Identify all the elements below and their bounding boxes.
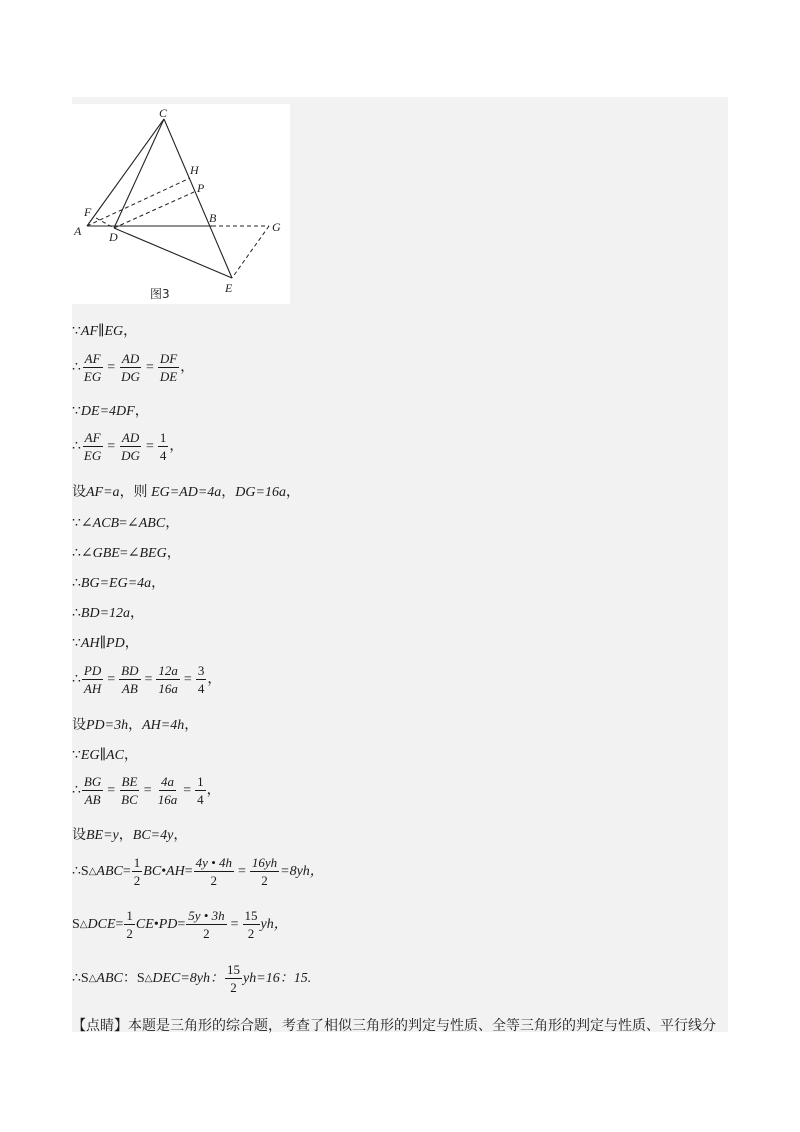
step-6: ∵∠ACB=∠ABC， [72,516,180,531]
triangle-diagram [72,104,290,304]
step-3: ∵DE=4DF， [72,404,149,419]
geometry-figure [72,104,290,304]
step-18-conclusion: ∴S △ ABC ：S △ DEC =8yh： $\frac{15}{2}$ yh=16：15. [72,962,312,995]
step-5: 设AF=a，则 EG=AD=4a，DG=16a， [72,485,300,500]
step-14-ratio: ∴ $\frac{BG}{AB}$ = $\frac{BE}{BC}$ = $\frac{4a}{16a}$ = $\frac{1}{4}$ ， [72,774,221,807]
label-E: E [225,281,233,295]
label-H: H [190,163,199,177]
step-11-ratio: ∴ $\frac{PD}{AH}$ = $\frac{BD}{AB}$ = $\frac{12a}{16a}$ = $\frac{3}{4}$ ， [72,663,222,696]
step-15: 设BE=y，BC=4y， [72,828,188,843]
label-G: G [272,220,281,234]
label-A: A [74,224,82,238]
step-1: ∵AF∥EG， [72,324,138,339]
label-F: F [84,205,92,219]
segment-GE [232,226,269,278]
step-4-ratio: ∴ $\frac{AF}{EG}$ = $\frac{AD}{DG}$ = $\frac{1}{4}$ ， [72,430,184,463]
figure-caption: 图3 [150,287,170,301]
step-12: 设PD=3h，AH=4h， [72,718,199,733]
step-8: ∴BG=EG=4a， [72,576,166,591]
step-13: ∵EG∥AC， [72,748,138,763]
segment-AH [87,178,190,226]
label-D: D [109,230,118,244]
segment-CE [164,119,232,278]
label-P: P [197,181,205,195]
segment-DP [114,192,194,228]
label-B: B [209,211,217,225]
segment-CA [87,119,164,226]
label-C: C [159,106,168,120]
step-17-area-dce: S △ DCE = $\frac{1}{2}$ CE•PD = $\frac{5y • 3h}{2}$ = $\frac{15}{2}$ yh， [72,908,288,941]
step-9: ∴BD=12a， [72,606,145,621]
step-2-ratio: ∴ $\frac{AF}{EG}$ = $\frac{AD}{DG}$ = $\frac{DF}{DE}$ ， [72,351,195,384]
step-16-area-abc: ∴S △ ABC = $\frac{1}{2}$ BC•AH = $\frac{4y • 4h}{2}$ = $\frac{16yh}{2}$ =8yh， [72,855,324,888]
segment-CD [114,119,164,228]
step-7: ∴∠GBE=∠BEG， [72,546,181,561]
step-10: ∵AH∥PD， [72,636,139,651]
key-point-note: 【点睛】本题是三角形的综合题，考查了相似三角形的判定与性质、全等三角形的判定与性质、平行线分 [72,1018,716,1034]
